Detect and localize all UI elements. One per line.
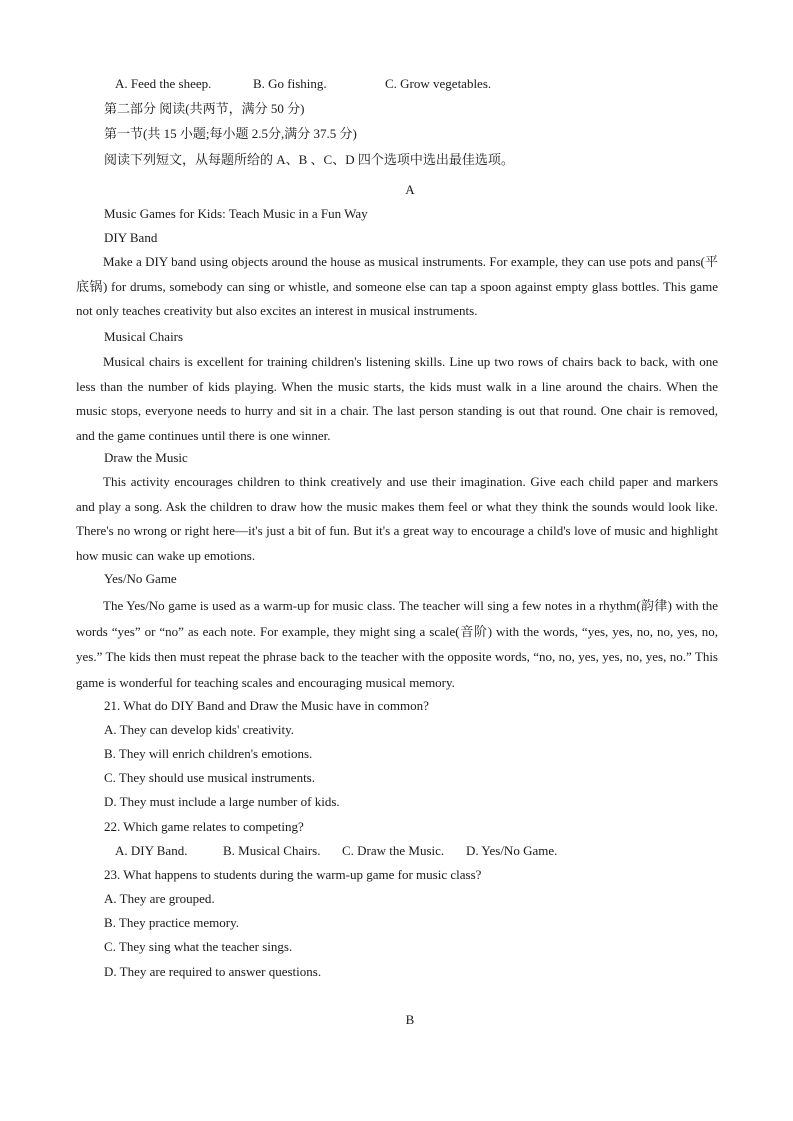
instructions: 阅读下列短文，从每题所给的 A、B 、C、D 四个选项中选出最佳选项。 xyxy=(104,152,514,167)
section-heading-yes-no-game: Yes/No Game xyxy=(104,571,177,586)
option-a: A. Feed the sheep. xyxy=(115,76,212,91)
question-21-option-d: D. They must include a large number of kids. xyxy=(104,794,340,809)
section-body-diy-band: Make a DIY band using objects around the house as musical instruments. For example, they can use pots and pans(平底锅) for drums, somebody can sing or whistle, and someone else can tap a spoon against empty glass bottles. This game not only teaches creativity but also excites an interest in musical instruments. xyxy=(76,254,718,319)
question-23-option-a: A. They are grouped. xyxy=(104,891,215,906)
section-body-yes-no-game: The Yes/No game is used as a warm-up for music class. The teacher will sing a few notes in a rhythm(韵律) with the words “yes” or “no” as each note. For example, they might sing a scale(音阶) with the words, “yes, yes, no, no, yes, no, yes.” The kids then must repeat the phrase back to the teacher with the opposite words, “no, no, yes, yes, no, yes, no.” This game is wonderful for teaching scales and encouraging musical memory. xyxy=(76,598,718,690)
question-21-stem: 21. What do DIY Band and Draw the Music have in common? xyxy=(104,698,429,713)
question-21-option-a: A. They can develop kids' creativity. xyxy=(104,722,295,737)
passage-b-label: B xyxy=(405,1012,415,1027)
question-23-stem: 23. What happens to students during the warm-up game for music class? xyxy=(104,867,482,882)
question-22-options xyxy=(0,843,793,859)
question-22-stem: 22. Which game relates to competing? xyxy=(104,819,304,834)
question-22-option-b: B. Musical Chairs. xyxy=(223,843,321,858)
part-heading: 第二部分 阅读(共两节，满分 50 分) xyxy=(104,101,305,116)
passage-title: Music Games for Kids: Teach Music in a Fun Way xyxy=(104,206,368,221)
passage-a-label: A xyxy=(405,182,415,197)
question-23-option-b: B. They practice memory. xyxy=(104,915,240,930)
option-c: C. Grow vegetables. xyxy=(385,76,492,91)
section-body-musical-chairs: Musical chairs is excellent for training children's listening skills. Line up two rows of chairs back to back, with one less than the number of kids playing. When the music starts, the kids must walk in a line around the chairs. When the music stops, everyone needs to hurry and sit in a chair. The last person standing is out that round. One chair is removed, and the game continues until there is one winner. xyxy=(76,354,718,443)
question-21-option-b: B. They will enrich children's emotions. xyxy=(104,746,313,761)
question-22-option-d: D. Yes/No Game. xyxy=(466,843,558,858)
question-22-option-a: A. DIY Band. xyxy=(115,843,188,858)
question-23-option-d: D. They are required to answer questions. xyxy=(104,964,322,979)
option-b: B. Go fishing. xyxy=(253,76,327,91)
section-heading-diy-band: DIY Band xyxy=(104,230,158,245)
question-21-option-c: C. They should use musical instruments. xyxy=(104,770,315,785)
section-body-draw-the-music: This activity encourages children to think creatively and use their imagination. Give each child paper and markers and play a song. Ask the children to draw how the music makes them feel or what they think the sounds would look like. There's no wrong or right here—it's just a bit of fun. But it's a great way to encourage a child's love of music and highlight how music can wake up emotions. xyxy=(76,474,718,563)
section-heading-draw-the-music: Draw the Music xyxy=(104,450,188,465)
section-heading-musical-chairs: Musical Chairs xyxy=(104,329,184,344)
question-23-option-c: C. They sing what the teacher sings. xyxy=(104,939,293,954)
question-22-option-c: C. Draw the Music. xyxy=(342,843,445,858)
section-heading: 第一节(共 15 小题;每小题 2.5分,满分 37.5 分) xyxy=(104,126,357,141)
previous-question-options xyxy=(0,76,793,92)
